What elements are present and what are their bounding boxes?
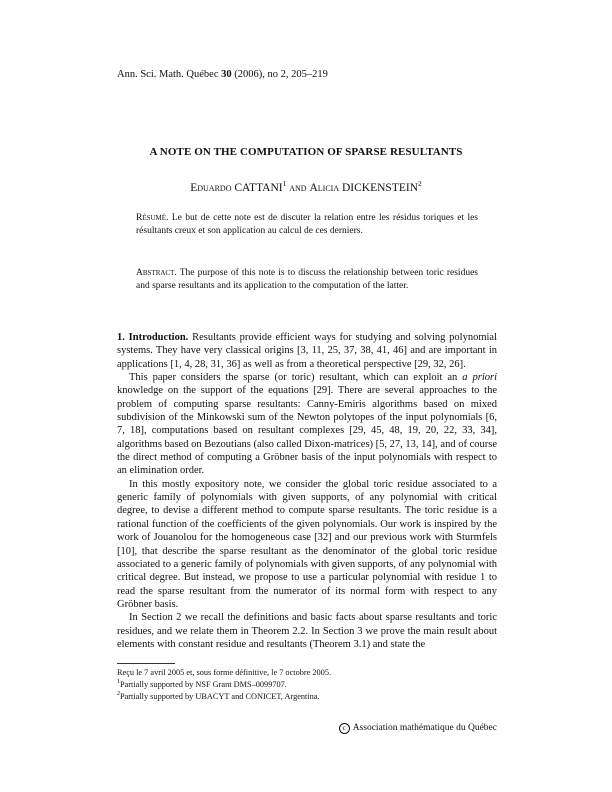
author2-first-name: Alicia (309, 182, 340, 194)
intro-paragraph-3: In this mostly expository note, we consider the global toric residue associated to a generic family of polynomials with given supports, of any polynomial with critical degree, to devise a different method to compute sparse resultants. The toric residue is a rational function of the coefficients of the given polynomials. Our work is inspired by the work of Jouanolou for the homogeneous case [32] and our previous work with Sturmfels [10], that describe the sparse resultant as the denominator of the global toric residue associated to a generic family of polynomials with given supports, of any polynomial with critical degree. But instead, we propose to use a particular polynomial with residue 1 to read the sparse resultant from the numerator of its normal form with respect to any Gröbner basis. (117, 478, 497, 610)
footnote-1-mark: 1 (117, 679, 120, 686)
intro-paragraph-1 (117, 331, 497, 371)
author-conjunction: and (289, 182, 307, 194)
paper-title: A NOTE ON THE COMPUTATION OF SPARSE RESULTANTS (149, 146, 463, 158)
footnote-2 (117, 691, 331, 703)
resume-text: Le but de cette note est de discuter la relation entre les résidus toriques et les résultants creux et son application au calcul de ces derniers. (136, 213, 478, 236)
intro-paragraph-1-text: Resultants provide efficient ways for studying and solving polynomial systems. They have very classical origins [3, 11, 25, 37, 38, 41, 46] and are important in applications [1, 4, 28, 31, 36] as well as from a theoretical perspective [29, 32, 26]. (117, 332, 498, 370)
resume-block: Résumé. Le but de cette note est de discuter la relation entre les résidus toriques et les résultants creux et son application au calcul de ces derniers. (136, 213, 478, 236)
resume-label: Résumé (136, 213, 167, 223)
copyright-icon: c (339, 723, 350, 734)
author-line (0, 179, 612, 194)
intro-paragraph-2-italic: a priori (462, 372, 497, 384)
abstract-label: Abstract (136, 268, 175, 278)
footnotes (117, 667, 331, 703)
author1-first-name: Eduardo (190, 182, 232, 194)
author1-last-name: CATTANI (234, 182, 283, 194)
intro-paragraph-2 (117, 371, 497, 478)
footnote-2-text: Partially supported by UBACYT and CONICET, Argentina. (120, 692, 320, 701)
journal-issue-pages: (2006), no 2, 205–219 (231, 69, 328, 80)
footnote-1-text: Partially supported by NSF Grant DMS–0099707. (120, 680, 287, 689)
footnote-2-mark: 2 (117, 691, 120, 698)
section-introduction (117, 331, 497, 651)
received-note: Reçu le 7 avril 2005 et, sous forme définitive, le 7 octobre 2005. (117, 668, 332, 677)
author1-footnote-mark: 1 (282, 179, 287, 189)
copyright-notice (300, 723, 497, 734)
author2-footnote-mark: 2 (418, 179, 422, 189)
footnote-1 (117, 679, 331, 691)
journal-volume: 30 (221, 69, 232, 80)
intro-paragraph-2-text-a: This paper considers the sparse (or toric) resultant, which can exploit an (129, 372, 463, 384)
intro-paragraph-2-text-b: knowledge on the support of the equations [29]. There are several approaches to the problem of computing sparse resultants: Canny-Emiris algorithms based on mixed subdivision of the Minkowski sum of the Newton polytopes of the input polynomials [6, 7, 18], computations based on resultant complexes [29, 45, 48, 19, 20, 22, 33, 34], algorithms based on Bezoutians (also called Dixon-matrices) [5, 27, 13, 14], and of course the direct method of computing a Gröbner basis of the input polynomials with respect to an elimination order. (117, 385, 497, 477)
journal-prefix: Ann. Sci. Math. Québec (117, 69, 222, 80)
journal-reference (117, 69, 328, 80)
author2-last-name: DICKENSTEIN (341, 182, 419, 194)
footnote-divider (117, 663, 175, 664)
abstract-text: The purpose of this note is to discuss the relationship between toric residues and sparse resultants and its application to the computation of the latter. (136, 268, 478, 291)
abstract-block: Abstract. The purpose of this note is to discuss the relationship between toric residues and sparse resultants and its application to the computation of the latter. (136, 268, 478, 291)
intro-paragraph-4: In Section 2 we recall the definitions and basic facts about sparse resultants and toric residues, and we relate them in Theorem 2.2. In Section 3 we prove the main result about elements with constant residue and resultants (Theorem 3.1) and state the (117, 612, 497, 650)
section-heading: 1. Introduction. (117, 332, 189, 343)
copyright-text: Association mathématique du Québec (352, 723, 497, 733)
